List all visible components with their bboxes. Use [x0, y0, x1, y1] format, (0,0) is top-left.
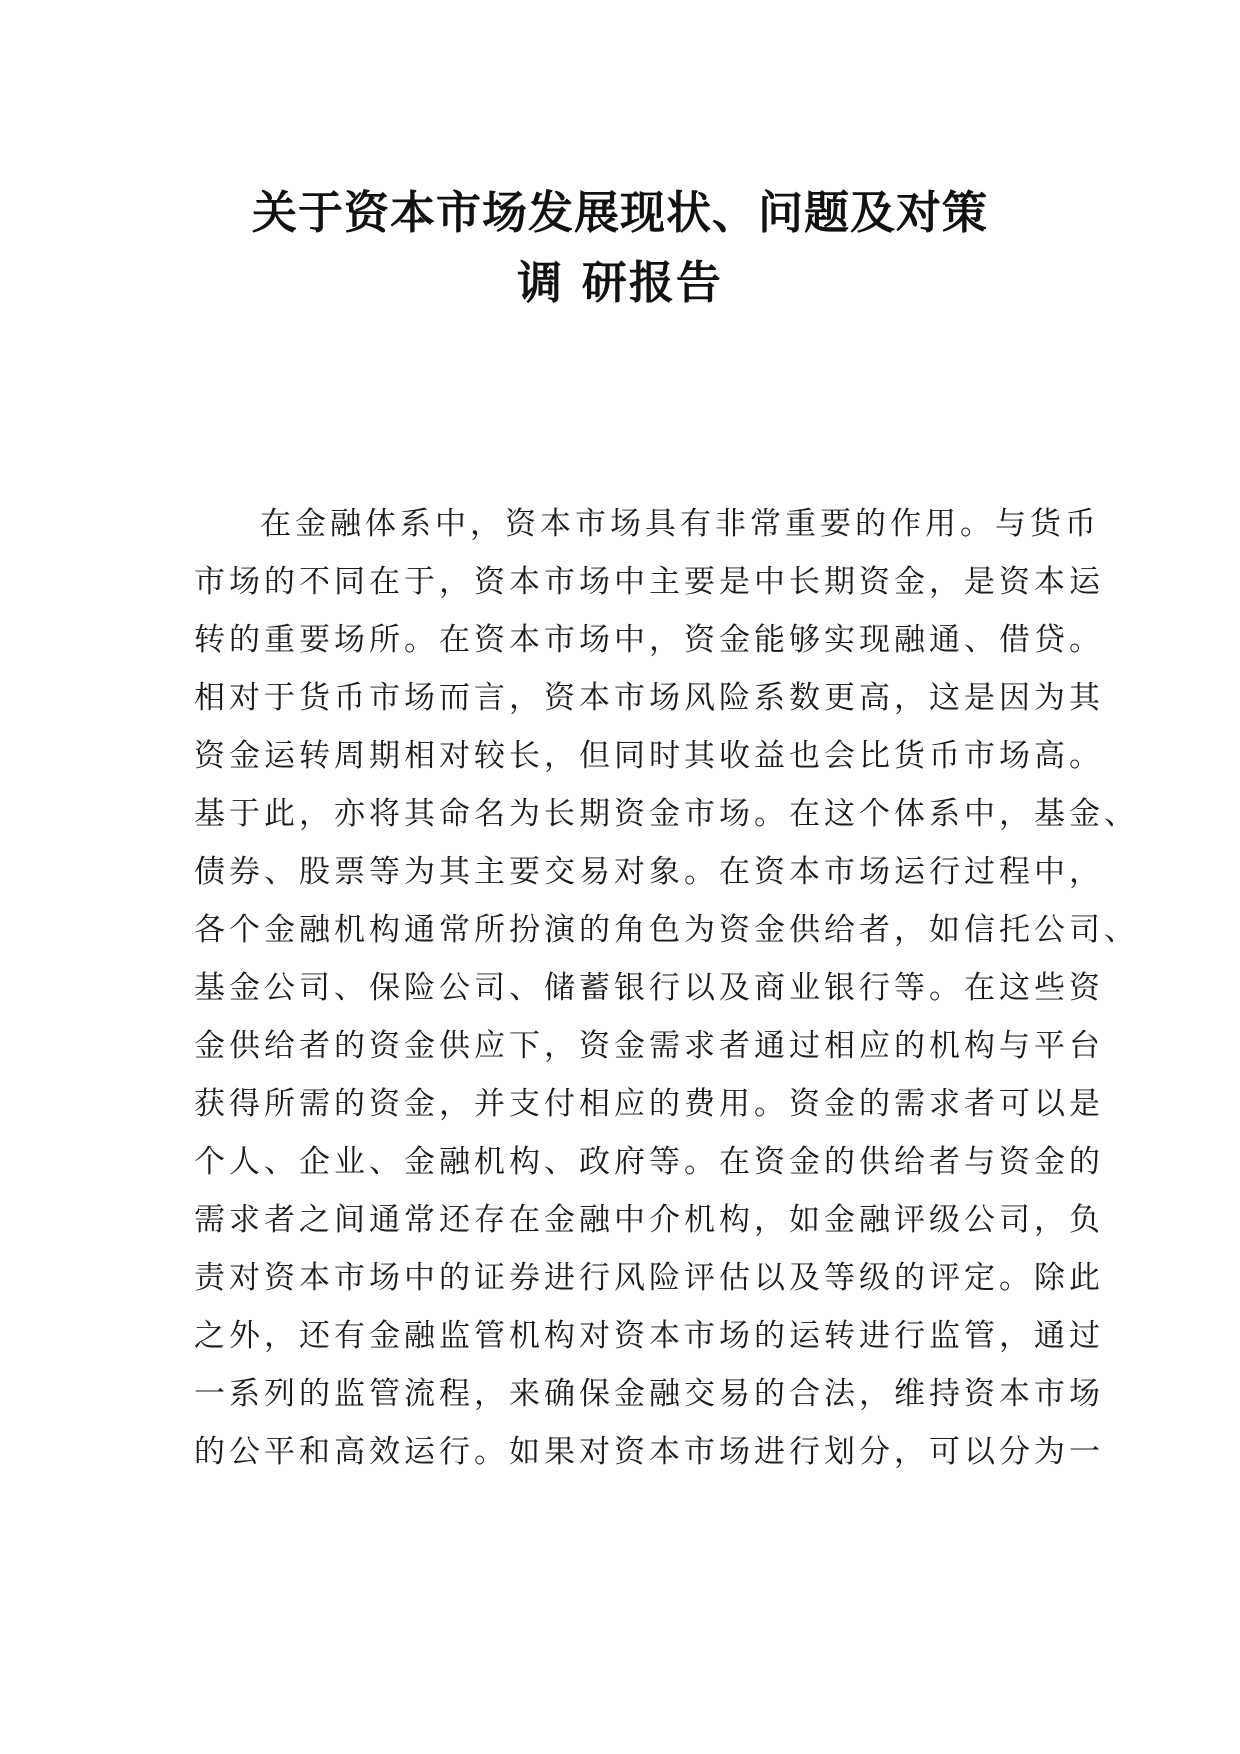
body-line: 基于此，亦将其命名为长期资金市场。在这个体系中，基金、	[194, 796, 1139, 832]
body-line: 获得所需的资金，并支付相应的费用。资金的需求者可以是	[194, 1086, 1104, 1122]
body-line: 转的重要场所。在资本市场中，资金能够实现融通、借贷。	[194, 622, 1104, 658]
body-line: 金供给者的资金供应下，资金需求者通过相应的机构与平台	[194, 1028, 1104, 1064]
body-line: 责对资本市场中的证券进行风险评估以及等级的评定。除此	[194, 1260, 1104, 1296]
body-line: 资金运转周期相对较长，但同时其收益也会比货币市场高。	[194, 738, 1104, 774]
body-paragraph	[194, 495, 1139, 1481]
body-line: 相对于货币市场而言，资本市场风险系数更高，这是因为其	[194, 680, 1104, 716]
title-line-1: 关于资本市场发展现状、问题及对策	[251, 186, 988, 239]
document-title	[0, 178, 1240, 318]
title-line-2: 调 研报告	[517, 256, 723, 309]
body-line: 市场的不同在于，资本市场中主要是中长期资金，是资本运	[194, 564, 1104, 600]
body-line: 各个金融机构通常所扮演的角色为资金供给者，如信托公司、	[194, 912, 1139, 948]
body-line: 个人、企业、金融机构、政府等。在资金的供给者与资金的	[194, 1144, 1104, 1180]
body-line: 需求者之间通常还存在金融中介机构，如金融评级公司，负	[194, 1202, 1104, 1238]
body-line: 基金公司、保险公司、储蓄银行以及商业银行等。在这些资	[194, 970, 1104, 1006]
body-line: 在金融体系中，资本市场具有非常重要的作用。与货币	[260, 506, 1100, 542]
body-line: 的公平和高效运行。如果对资本市场进行划分，可以分为一	[194, 1434, 1104, 1470]
body-line: 债券、股票等为其主要交易对象。在资本市场运行过程中，	[194, 854, 1104, 890]
body-line: 之外，还有金融监管机构对资本市场的运转进行监管，通过	[194, 1318, 1104, 1354]
body-line: 一系列的监管流程，来确保金融交易的合法，维持资本市场	[194, 1376, 1104, 1412]
